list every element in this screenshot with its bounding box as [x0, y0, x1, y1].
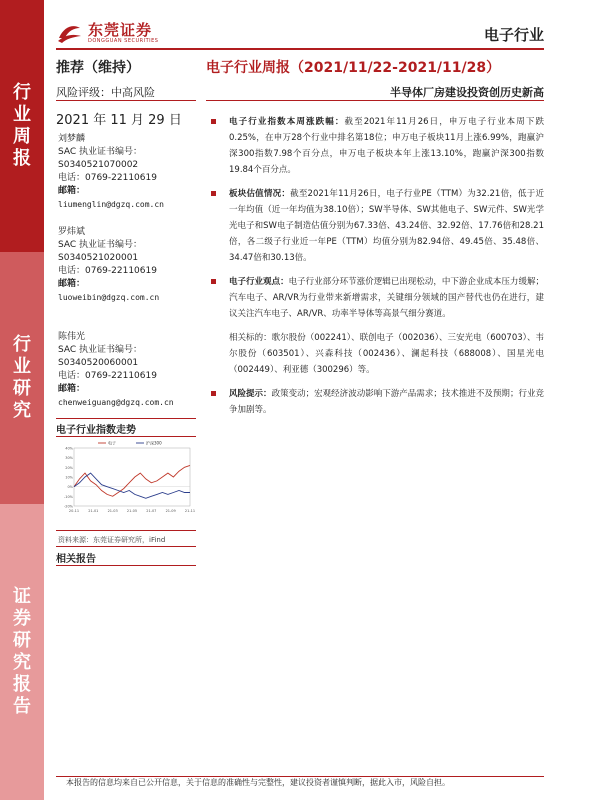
sidebar-label-research: [12, 334, 32, 422]
analyst-card: [58, 331, 174, 409]
x-tick-label: 21-09: [165, 509, 176, 513]
sidebar-char: 周: [13, 126, 31, 147]
sidebar-char: 业: [13, 356, 31, 377]
analyst-email-label: 邮箱：: [58, 279, 86, 289]
header-industry: 电子行业: [483, 26, 544, 44]
analyst-name: 刘梦麟: [58, 134, 86, 144]
bullet-heading: 电子行业指数本周涨跌幅：: [229, 117, 345, 127]
chart-frame: [74, 448, 190, 506]
x-tick-label: 21-07: [146, 509, 157, 513]
analyst-card: [58, 133, 164, 211]
sidebar-block-report: [0, 504, 44, 800]
analyst-tel: 电话：0769-22110619: [58, 371, 157, 381]
sidebar-char: 研: [13, 630, 31, 651]
analyst-email[interactable]: luoweibin@dgzq.com.cn: [58, 293, 160, 302]
report-subtitle: 半导体厂房建设投资创历史新高: [390, 86, 544, 99]
analyst-sac-label: SAC 执业证书编号：: [58, 345, 143, 355]
analyst-name: 罗炜斌: [58, 227, 86, 237]
brand-name-en: DONGGUAN SECURITIES: [88, 37, 159, 44]
sidebar-char: 证: [13, 586, 31, 607]
sidebar-char: 告: [13, 696, 31, 717]
analyst-tel: 电话：0769-22110619: [58, 173, 157, 183]
analyst-name: 陈伟光: [58, 332, 86, 342]
x-tick-label: 21-01: [88, 509, 99, 513]
chart-source: 资料来源：东莞证券研究所，iFind: [58, 536, 166, 544]
bullet-square-icon: [211, 119, 216, 124]
bullet-risk: [207, 386, 544, 418]
sidebar-char: 报: [13, 674, 31, 695]
section-divider: [56, 418, 196, 419]
analyst-sac: S0340521020001: [58, 253, 139, 263]
bullet-square-icon: [211, 391, 216, 396]
footer-disclaimer: 本报告的信息均来自已公开信息，关于信息的准确性与完整性，建议投资者谨慎判断，据此入市，风险自担。: [66, 778, 450, 787]
divider-right: [206, 100, 544, 101]
index-chart-svg: [58, 436, 194, 518]
y-tick-label: 10%: [65, 475, 73, 480]
main-content: [207, 114, 544, 426]
legend-label: 电子: [108, 440, 116, 446]
analyst-email[interactable]: liumenglin@dgzq.com.cn: [58, 200, 164, 209]
sidebar-char: 行: [13, 334, 31, 355]
analyst-email-label: 邮箱：: [58, 384, 86, 394]
sidebar-char: 研: [13, 378, 31, 399]
sidebar-char: 业: [13, 104, 31, 125]
sidebar-block-research: [0, 252, 44, 504]
x-tick-label: 21-03: [107, 509, 118, 513]
index-chart: [58, 436, 194, 518]
analyst-sac-label: SAC 执业证书编号：: [58, 240, 143, 250]
analyst-email[interactable]: chenweiguang@dgzq.com.cn: [58, 398, 174, 407]
series-line-electronics: [74, 465, 190, 496]
sidebar-char: 报: [13, 148, 31, 169]
sidebar-char: 究: [13, 652, 31, 673]
y-tick-label: 0%: [67, 485, 73, 490]
bullet-heading: 板块估值情况：: [229, 189, 291, 199]
bullet-text: 电子行业部分环节涨价逻辑已出现松动，中下游企业成本压力缓解；汽车电子、AR/VR为行业带来新增需求，关键细分领域的国产替代也仍在进行，建议关注汽车电子、AR/VR、功率半导体等高景气细分赛道。: [229, 277, 544, 319]
bullet-text: 截至2021年11月26日，电子行业PE（TTM）为32.21倍，低于近一年均值（近一年均值为38.10倍）；SW半导体、SW其他电子、SW元件、SW光学光电子和SW电子制造估值分别为67.33倍、43.24倍、32.92倍、17.76倍和28.21倍，各二级子行业近一年PE（TTM）均值分别为82.94倍、49.45倍、35.48倍、34.47倍和30.13倍。: [229, 189, 544, 263]
y-tick-label: -20%: [63, 504, 73, 509]
x-tick-label: 21-11: [184, 509, 196, 513]
sidebar-label-weekly: [12, 82, 32, 170]
bullet-viewpoint: [207, 274, 544, 322]
bullet-text: 政策变动；宏观经济波动影响下游产品需求；技术推进不及预期；行业竞争加剧等。: [229, 389, 544, 415]
related-stocks: 相关标的：歌尔股份（002241）、联创电子（002036）、三安光电（600703）、韦尔股份（603501）、兴森科技（002436）、澜起科技（688008）、国星光电（002449）、利亚德（300296）等。: [229, 333, 544, 375]
divider-left: [56, 100, 196, 101]
analyst-sac-label: SAC 执业证书编号：: [58, 147, 143, 157]
related-heading: 相关报告: [56, 554, 96, 565]
report-date: 2021 年 11 月 29 日: [56, 113, 182, 128]
rating: 推荐（维持）: [56, 60, 140, 76]
bullet-heading: 风险提示：: [229, 389, 272, 399]
legend-label: 沪深300: [146, 440, 162, 446]
section-divider: [56, 530, 196, 531]
brand-name-cn: 东莞证券: [88, 20, 153, 39]
brand-logo-icon: [56, 22, 82, 44]
analyst-sac: S0340521070002: [58, 160, 139, 170]
sidebar-char: 行: [13, 82, 31, 103]
x-tick-label: 21-05: [126, 509, 138, 513]
bullet-valuation: [207, 186, 544, 266]
y-tick-label: 40%: [65, 446, 73, 451]
bullet-square-icon: [211, 279, 216, 284]
y-tick-label: -10%: [63, 494, 73, 499]
bullet-text: 截至2021年11月26日，申万电子行业本周下跌0.25%，在申万28个行业中排名第18位；申万电子板块11月上涨6.99%，跑赢沪深300指数7.98个百分点，申万电子板块本年上涨13.10%，跑赢沪深300指数19.84个百分点。: [229, 117, 544, 175]
y-tick-label: 30%: [65, 456, 73, 461]
bullet-heading: 电子行业观点：: [229, 277, 289, 287]
y-tick-label: 20%: [65, 465, 73, 470]
bullet-square-icon: [211, 191, 216, 196]
analyst-tel: 电话：0769-22110619: [58, 266, 157, 276]
header-divider: [56, 48, 544, 50]
brand-logo: [56, 18, 158, 48]
index-heading: 电子行业指数走势: [56, 425, 136, 436]
risk-rating: 风险评级：中高风险: [56, 86, 155, 99]
sidebar-char: 究: [13, 400, 31, 421]
sidebar-char: 券: [13, 608, 31, 629]
sidebar-label-report: [12, 586, 32, 718]
analyst-card: [58, 226, 159, 304]
x-tick-label: 20-11: [68, 509, 80, 513]
analyst-sac: S0340520060001: [58, 358, 139, 368]
section-divider: [56, 546, 196, 547]
bullet-weekly-change: [207, 114, 544, 178]
analyst-email-label: 邮箱：: [58, 186, 86, 196]
report-title: 电子行业周报（2021/11/22-2021/11/28）: [206, 60, 501, 76]
section-divider: [56, 565, 196, 566]
sidebar-block-weekly: [0, 0, 44, 252]
